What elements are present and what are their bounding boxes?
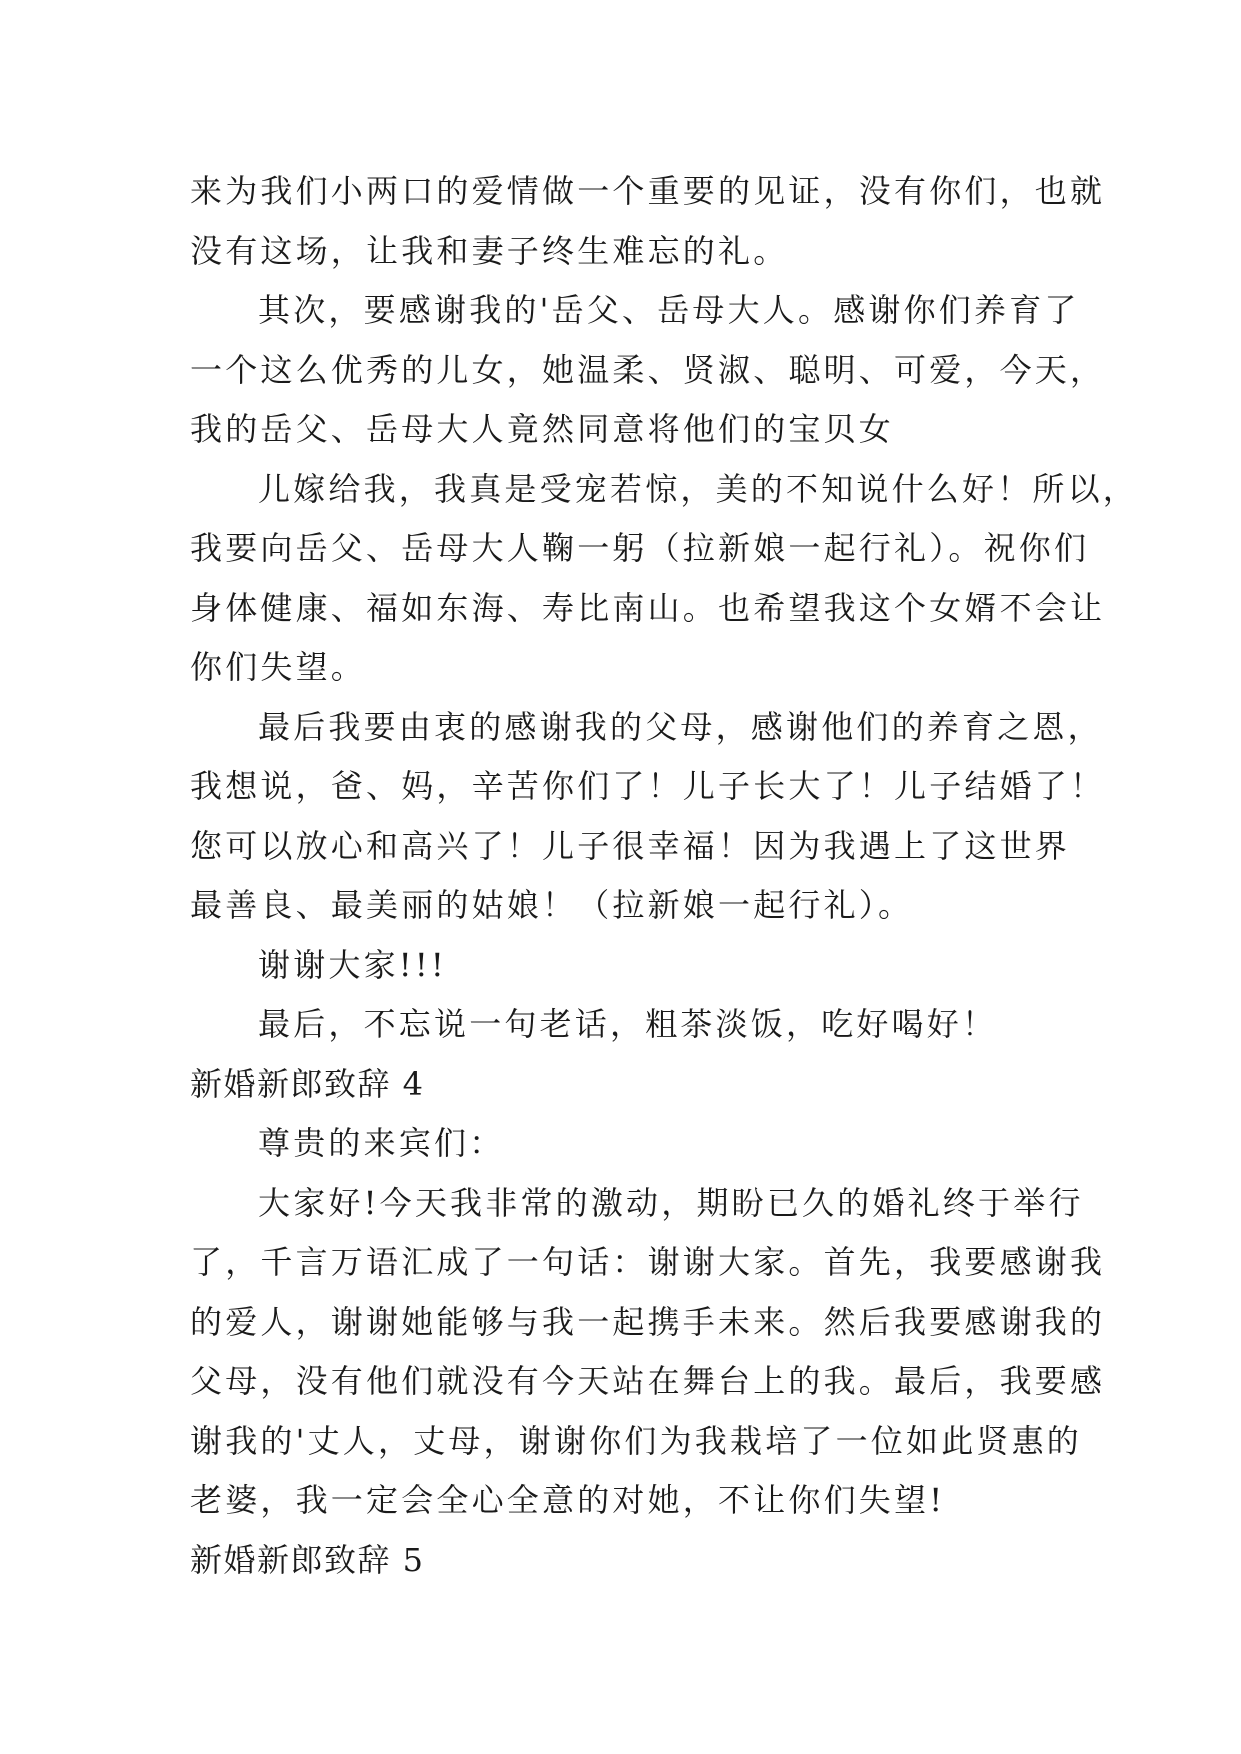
text-line: 来为我们小两口的爱情做一个重要的见证，没有你们，也就 <box>190 172 1106 210</box>
text-line: 了，千言万语汇成了一句话：谢谢大家。首先，我要感谢我 <box>190 1243 1106 1281</box>
text-line: 我想说，爸、妈，辛苦你们了！儿子长大了！儿子结婚了！ <box>190 767 1106 805</box>
text-line: 谢谢大家!!! <box>258 945 447 984</box>
paragraph <box>190 1174 1106 1531</box>
section-heading <box>190 1531 1070 1591</box>
paragraph <box>190 698 1106 936</box>
text-line: 儿嫁给我，我真是受宠若惊，美的不知说什么好！所以， <box>258 469 1139 508</box>
heading-text: 新婚新郎致辞 4 <box>190 1064 425 1103</box>
text-line: 老婆，我一定会全心全意的对她，不让你们失望! <box>190 1481 946 1519</box>
text-line: 尊贵的来宾们： <box>258 1124 505 1162</box>
text-line: 一个这么优秀的儿女，她温柔、贤淑、聪明、可爱，今天， <box>190 350 1106 389</box>
paragraph <box>190 936 1070 996</box>
text-line: 我的岳父、岳母大人竟然同意将他们的宝贝女 <box>190 410 895 448</box>
document-body <box>190 162 1139 1590</box>
paragraph <box>190 1114 1070 1174</box>
text-line: 身体健康、福如东海、寿比南山。也希望我这个女婿不会让 <box>190 588 1106 627</box>
text-line: 谢我的'丈人，丈母，谢谢你们为我栽培了一位如此贤惠的 <box>190 1421 1082 1460</box>
text-line: 大家好!今天我非常的激动，期盼已久的婚礼终于举行 <box>258 1183 1084 1222</box>
paragraph <box>190 162 1106 281</box>
text-line: 其次，要感谢我的'岳父、岳母大人。感谢你们养育了 <box>258 291 1080 329</box>
text-line: 您可以放心和高兴了！儿子很幸福！因为我遇上了这世界 <box>190 826 1071 865</box>
paragraph <box>190 460 1139 698</box>
text-line: 我要向岳父、岳母大人鞠一躬（拉新娘一起行礼）。祝你们 <box>190 529 1090 567</box>
text-line: 最善良、最美丽的姑娘！（拉新娘一起行礼）。 <box>190 886 914 924</box>
paragraph <box>190 281 1106 460</box>
section-heading <box>190 1055 1070 1115</box>
text-line: 父母，没有他们就没有今天站在舞台上的我。最后，我要感 <box>190 1362 1106 1400</box>
text-line: 没有这场，让我和妻子终生难忘的礼。 <box>190 231 789 270</box>
text-line: 最后我要由衷的感谢我的父母，感谢他们的养育之恩， <box>258 707 1103 746</box>
text-line: 最后，不忘说一句老话，粗茶淡饭，吃好喝好！ <box>258 1005 998 1043</box>
paragraph <box>190 995 1070 1055</box>
text-line: 的爱人，谢谢她能够与我一起携手未来。然后我要感谢我的 <box>190 1302 1106 1341</box>
heading-text: 新婚新郎致辞 5 <box>190 1540 425 1579</box>
text-line: 你们失望。 <box>190 648 367 686</box>
